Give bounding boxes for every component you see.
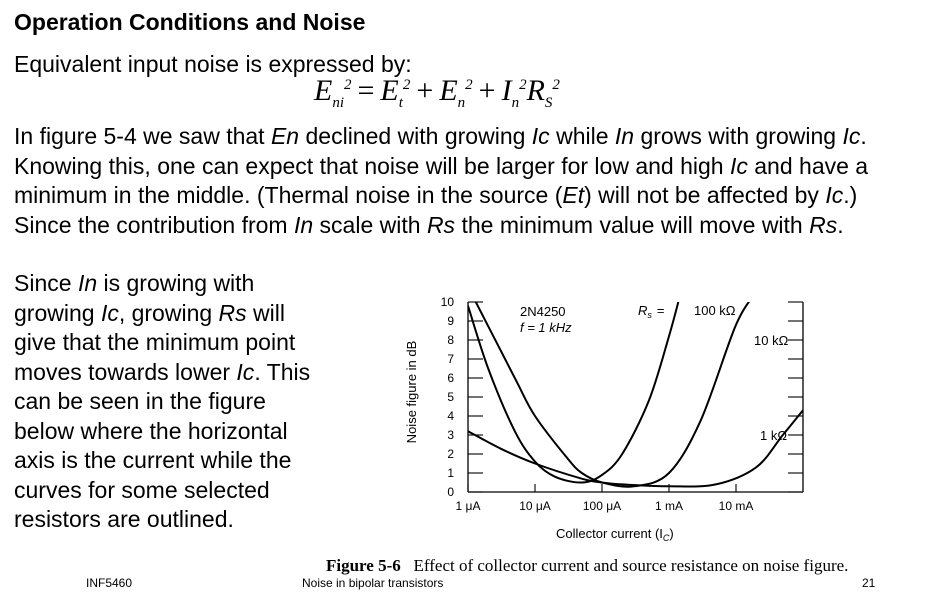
paragraph-2-run: Ic: [236, 358, 255, 385]
paragraph-1-run: .: [837, 211, 844, 238]
annotation-frequency: f = 1 kHz: [520, 320, 572, 335]
series-label-2: 1 kΩ: [760, 428, 788, 443]
y-tick-label: 6: [447, 371, 454, 385]
paragraph-2-run: Since: [14, 270, 78, 296]
intro-text: Equivalent input noise is expressed by:: [14, 51, 412, 77]
y-tick-label: 3: [447, 428, 454, 442]
footer-topic: Noise in bipolar transistors: [302, 576, 444, 590]
paragraph-2-run: is growing with growing: [14, 270, 261, 326]
paragraph-2-run: will give that the minimum point moves towards lower: [14, 299, 302, 385]
paragraph-1-run: Rs: [809, 211, 838, 238]
y-tick-label: 9: [447, 314, 454, 328]
paragraph-1: [14, 122, 919, 240]
paragraph-1-run: declined with growing: [299, 123, 532, 149]
noise-formula: $E_{ni}^2 = E_t^2 + E_n^2 + I_n^2R_S^2$: [314, 74, 560, 111]
rs-label: $R_s$ =: [638, 303, 665, 320]
paragraph-1-run: Ic: [825, 182, 844, 208]
paragraph-2-run: , growing: [118, 299, 219, 326]
x-tick-label: 1 μA: [455, 499, 481, 513]
x-tick-label: 10 μA: [519, 499, 551, 513]
paragraph-1-run: En: [270, 123, 300, 149]
footer-page-number: 21: [862, 576, 876, 590]
paragraph-2-run: Ic: [100, 299, 119, 326]
y-tick-label: 1: [447, 466, 454, 480]
paragraph-1-run: while: [549, 123, 615, 149]
paragraph-1-run: . Knowing this, one can expect that noise will be larger for low and high: [14, 123, 874, 179]
x-tick-label: 10 mA: [718, 499, 754, 513]
series-curve-2: [468, 410, 803, 486]
y-axis-label: Noise figure in dB: [404, 340, 419, 444]
y-tick-label: 10: [440, 295, 454, 309]
y-tick-label: 4: [447, 409, 454, 423]
caption-label: Figure 5-6: [326, 556, 401, 575]
caption-text: Effect of collector current and source resistance on noise figure.: [413, 556, 849, 575]
y-tick-label: 7: [447, 352, 454, 366]
footer-course: INF5460: [86, 576, 133, 590]
paragraph-1-run: .) Since the contribution from: [14, 182, 864, 238]
paragraph-1-run: ) will not be affected by: [584, 182, 826, 208]
y-tick-label: 2: [447, 447, 454, 461]
series-label-0: 100 kΩ: [694, 303, 736, 318]
paragraph-2: [14, 269, 317, 535]
paragraph-1-run: Et: [562, 182, 585, 208]
slide-title: Operation Conditions and Noise: [14, 9, 366, 35]
x-tick-label: 100 μA: [582, 499, 622, 513]
y-tick-label: 5: [447, 390, 454, 404]
paragraph-1-run: scale with: [313, 211, 427, 238]
paragraph-1-run: In: [293, 211, 314, 238]
paragraph-1-run: Ic: [729, 152, 748, 179]
x-axis-label: Collector current $(I_C)$: [556, 526, 674, 543]
paragraph-1-run: the minimum value will move with: [455, 211, 810, 238]
paragraph-1-run: and have a minimum in the middle. (Thermal noise in the source (: [14, 152, 875, 208]
y-tick-label: 0: [447, 485, 454, 499]
paragraph-1-run: Ic: [531, 123, 550, 149]
paragraph-1-run: Ic: [842, 123, 861, 149]
paragraph-2-run: . This can be seen in the figure below where the horizontal axis is the current while the curves for some selected resistors are outlined.: [14, 358, 317, 532]
annotation-device: 2N4250: [520, 304, 566, 319]
paragraph-1-run: In figure 5-4 we saw that: [14, 123, 271, 149]
y-tick-label: 8: [447, 333, 454, 347]
series-curve-0: [468, 293, 681, 483]
noise-figure-chart: [398, 282, 838, 550]
series-label-1: 10 kΩ: [754, 333, 789, 348]
paragraph-2-run: In: [77, 270, 98, 296]
figure-caption: [326, 556, 848, 576]
paragraph-1-run: Rs: [426, 211, 456, 238]
paragraph-1-run: In: [614, 123, 635, 149]
paragraph-1-run: grows with growing: [634, 123, 843, 149]
paragraph-2-run: Rs: [218, 299, 247, 326]
x-tick-label: 1 mA: [654, 499, 684, 513]
